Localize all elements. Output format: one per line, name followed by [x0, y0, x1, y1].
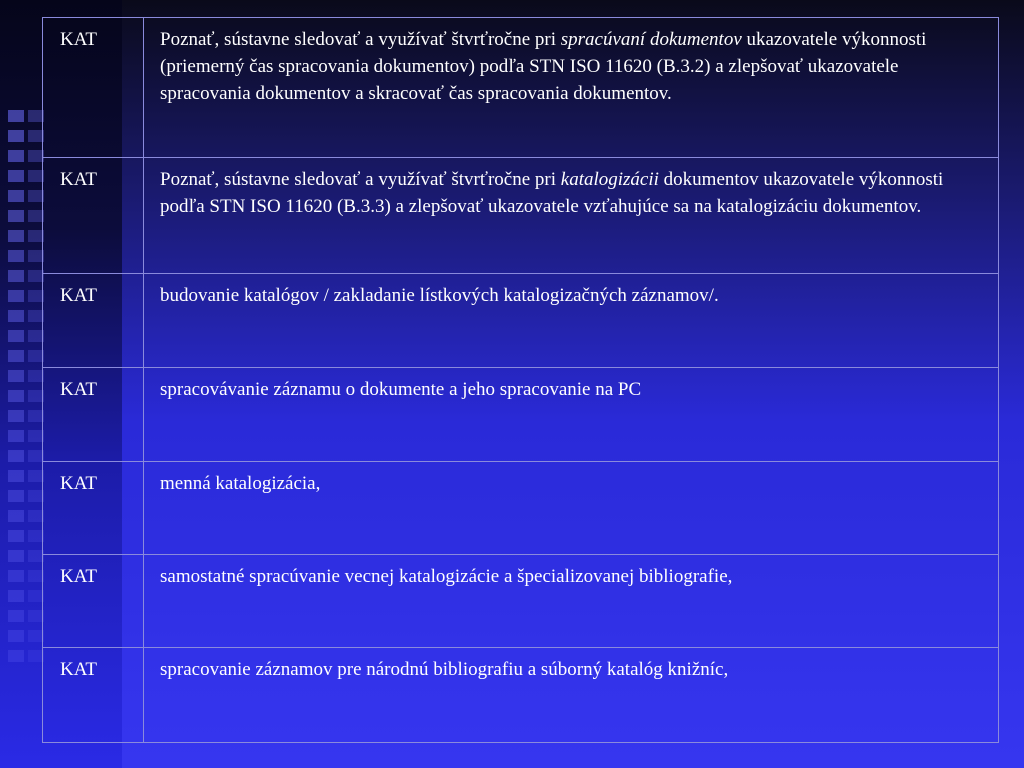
decorative-square: [8, 630, 24, 642]
decorative-square: [8, 190, 24, 202]
decorative-square: [8, 210, 24, 222]
description-cell: spracovávanie záznamu o dokumente a jeho spracovanie na PC: [144, 368, 999, 462]
decorative-square: [8, 590, 24, 602]
decorative-square: [8, 650, 24, 662]
decorative-square: [8, 570, 24, 582]
decorative-square: [8, 350, 24, 362]
description-cell: budovanie katalógov / zakladanie lístkových katalogizačných záznamov/.: [144, 274, 999, 368]
decorative-square: [8, 230, 24, 242]
table-row: [43, 368, 999, 462]
table-row: [43, 274, 999, 368]
competency-table: [42, 17, 999, 743]
decorative-square: [8, 310, 24, 322]
decorative-square: [8, 290, 24, 302]
table-row: [43, 18, 999, 158]
description-emphasis: spracúvaní dokumentov: [560, 29, 742, 50]
decorative-square: [8, 390, 24, 402]
description-emphasis: katalogizácii: [560, 169, 659, 190]
description-cell: menná katalogizácia,: [144, 462, 999, 555]
description-cell: spracovanie záznamov pre národnú bibliografiu a súborný katalóg knižníc,: [144, 648, 999, 743]
code-cell: KAT: [43, 158, 144, 274]
decorative-square: [8, 330, 24, 342]
description-cell: [144, 18, 999, 158]
code-cell: KAT: [43, 18, 144, 158]
code-cell: KAT: [43, 274, 144, 368]
decorative-square: [8, 430, 24, 442]
code-cell: KAT: [43, 368, 144, 462]
decorative-square: [8, 450, 24, 462]
table-row: [43, 648, 999, 743]
decorative-square: [8, 130, 24, 142]
table-row: [43, 462, 999, 555]
description-text: Poznať, sústavne sledovať a využívať štvrťročne pri: [160, 29, 561, 50]
decorative-square: [8, 490, 24, 502]
code-cell: KAT: [43, 555, 144, 648]
decorative-square: [8, 250, 24, 262]
decorative-square: [8, 150, 24, 162]
decorative-square-grid: [0, 110, 44, 670]
decorative-square: [8, 470, 24, 482]
decorative-square: [8, 410, 24, 422]
decorative-square: [8, 510, 24, 522]
decorative-square: [8, 170, 24, 182]
decorative-square: [8, 610, 24, 622]
description-cell: [144, 158, 999, 274]
table-row: [43, 555, 999, 648]
description-cell: samostatné spracúvanie vecnej katalogizácie a špecializovanej bibliografie,: [144, 555, 999, 648]
description-text: ukazovatele výkonnosti (priemerný čas spracovania dokumentov) podľa STN ISO 11620 (B.3.2) a zlepšovať ukazovatele spracovania dokumentov a skracovať čas spracovania dokumentov.: [160, 29, 927, 104]
decorative-square: [8, 370, 24, 382]
description-text: Poznať, sústavne sledovať a využívať štvrťročne pri: [160, 169, 561, 190]
decorative-square: [8, 550, 24, 562]
decorative-square: [8, 110, 24, 122]
description-text: dokumentov ukazovatele výkonnosti podľa STN ISO 11620 (B.3.3) a zlepšovať ukazovatele vzťahujúce sa na katalogizáciu dokumentov.: [160, 169, 944, 217]
decorative-square: [8, 270, 24, 282]
table-row: [43, 158, 999, 274]
code-cell: KAT: [43, 648, 144, 743]
decorative-square: [8, 530, 24, 542]
code-cell: KAT: [43, 462, 144, 555]
